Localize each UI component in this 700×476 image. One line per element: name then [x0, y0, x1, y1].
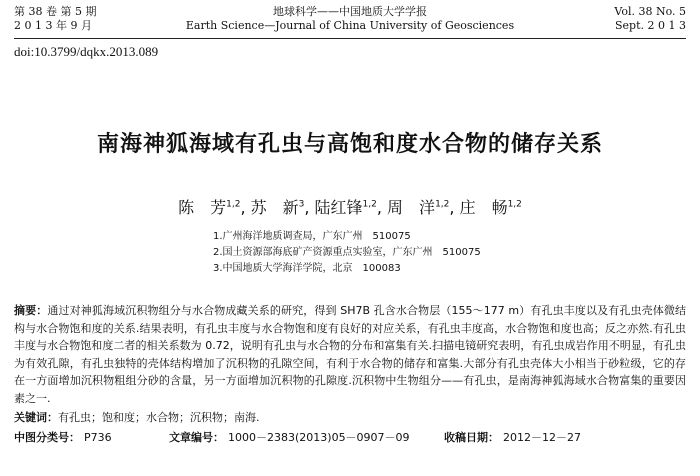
date-en: Sept. 2 0 1 3 — [615, 19, 686, 32]
abstract-text: 通过对神狐海域沉积物组分与水合物成藏关系的研究，得到 SH7B 孔含水合物层（155～177 m）有孔虫丰度以及有孔虫壳体微结构与水合物饱和度的关系.结果表明，有孔虫丰度与水合物饱和度有良好的对应关系，有孔虫丰度高，水合物饱和度也高；反之亦然.有孔虫丰度与水合物饱和度二者的相关系数为 0.72，说明有孔虫与水合物的分布和富集有关.扫描电镜研究表明，有孔虫成岩作用不明显，有孔虫为有效孔隙，有孔虫独特的壳体结构增加了沉积物的孔隙空间，有利于水合物的储存和富集.大部分有孔虫壳体大小相当于砂粒级，它的存在一方面增加沉积物粗组分砂的含量，另一方面增加沉积物的孔隙度.沉积物中生物组分——有孔虫，是南海神狐海域水合物富集的重要因素之一. — [14, 304, 686, 405]
header-center — [150, 5, 550, 33]
affiliation-2: 2.国土资源部海底矿产资源重点实验室，广东广州 510075 — [213, 247, 481, 258]
abstract-label: 摘要： — [14, 304, 48, 317]
classification-line — [14, 429, 686, 445]
keywords — [14, 409, 260, 425]
article-number-group: 文章编号： 1000－2383(2013)05－0907－09 — [169, 431, 410, 444]
abstract — [14, 302, 686, 408]
author-1: 陈 芳$^{1,2}$ — [178, 198, 241, 217]
author-list: 陈 芳$^{1,2}$, 苏 新$^3$, 陆红锋$^{1,2}$, 周 洋$^{1,2}$, 庄 畅$^{1,2}$ — [178, 198, 522, 217]
date-cn: 2 0 1 3 年 9 月 — [14, 19, 92, 32]
header-right — [614, 5, 686, 33]
affiliation-3: 3.中国地质大学海洋学院，北京 100083 — [213, 263, 401, 274]
keywords-label: 关键词： — [14, 411, 58, 424]
journal-title-cn: 地球科学——中国地质大学学报 — [273, 5, 427, 18]
clc-group: 中图分类号： P736 — [14, 431, 112, 444]
received-date-group: 收稿日期： 2012－12－27 — [444, 431, 581, 444]
header-rule — [14, 38, 686, 39]
volume-issue-en: Vol. 38 No. 5 — [614, 5, 686, 18]
header-left — [14, 5, 96, 33]
author-4: 周 洋$^{1,2}$ — [387, 198, 450, 217]
author-2: 苏 新$^3$ — [250, 198, 305, 217]
doi: doi:10.3799/dqkx.2013.089 — [14, 44, 159, 59]
keywords-text: 有孔虫；饱和度；水合物；沉积物；南海. — [58, 411, 260, 424]
paper-title: 南海神狐海域有孔虫与高饱和度水合物的储存关系 — [96, 132, 603, 157]
volume-issue-cn: 第 38 卷 第 5 期 — [14, 5, 97, 18]
author-5: 庄 畅$^{1,2}$ — [459, 198, 522, 217]
journal-title-en: Earth Science—Journal of China University of Geosciences — [185, 19, 515, 32]
affiliation-1: 1.广州海洋地质调查局，广东广州 510075 — [213, 231, 411, 242]
author-3: 陆红锋$^{1,2}$ — [314, 198, 377, 217]
